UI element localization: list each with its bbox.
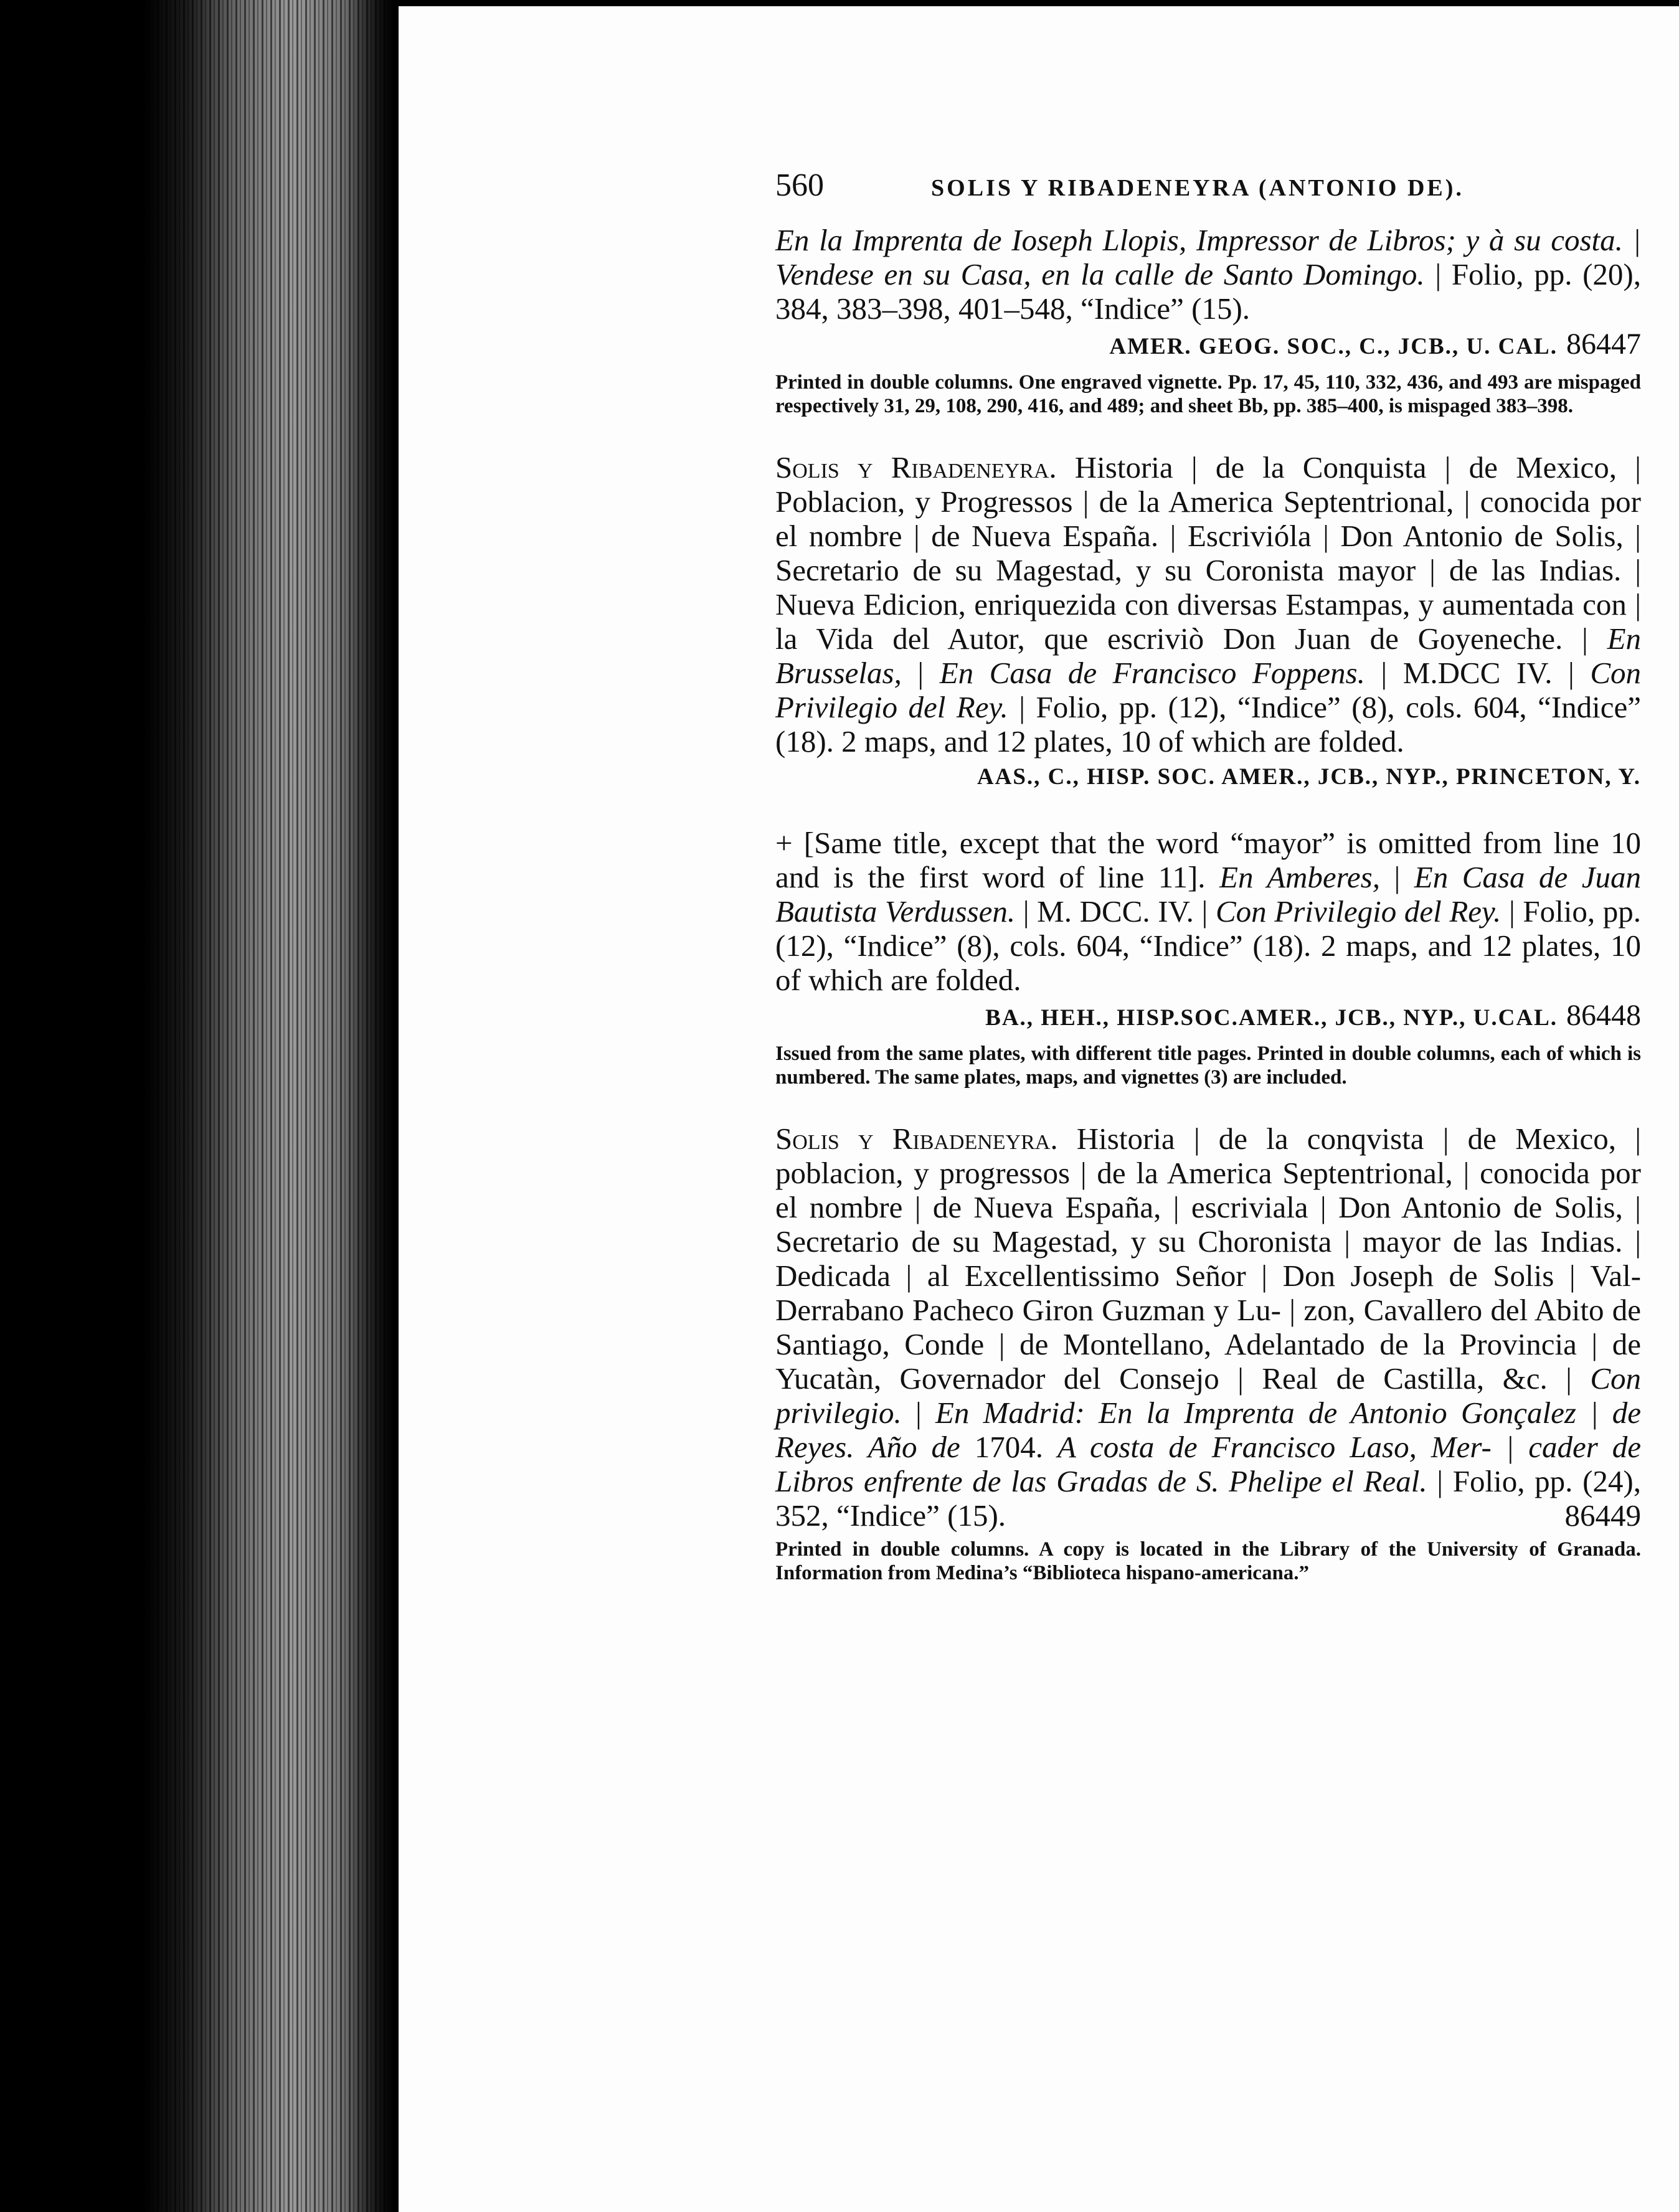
entry-86449-note: Printed in double columns. A copy is located in the Library of the University of Granada. Information from Medina’s “Biblioteca hispano-americana.” xyxy=(775,1538,1641,1584)
entry-86448-collation: | Folio, pp. (12), “Indice” (8), cols. 604, “Indice” (18). 2 maps, and 12 plates, 10 of which are folded. xyxy=(775,894,1641,997)
entry-86448-privilege: Con Privilegio del Rey. xyxy=(1215,894,1502,929)
entry-solis-brusselas-printer: En Casa de Francisco Foppens. xyxy=(939,656,1365,690)
entry-86447-imprint: En la Imprenta de Ioseph Llopis, Impressor de Libros; y à su costa. | Vendese en su Casa, en la calle de Santo Domingo. xyxy=(775,223,1641,291)
entry-86447-collation: | Folio, pp. (20), 384, 383–398, 401–548, “Indice” (15). xyxy=(775,257,1641,326)
entry-solis-brusselas-locations: AAS., C., HISP. SOC. AMER., JCB., NYP., PRINCETON, Y. xyxy=(977,764,1641,790)
running-head: SOLIS Y RIBADENEYRA (ANTONIO DE). xyxy=(931,175,1464,201)
entry-86449-imprint: En Madrid: En la Imprenta de Antonio Gonçalez | de Reyes. Año de xyxy=(775,1396,1641,1464)
entry-86448-variant-note: + [Same title, except that the word “mayor” is omitted from line 10 and is the first word of line 11]. xyxy=(775,826,1641,894)
separator: | xyxy=(901,1396,935,1430)
entry-86448-locations: BA., HEH., HISP.SOC.AMER., JCB., NYP., U.CAL. xyxy=(985,1005,1558,1031)
book-spine-edge xyxy=(0,0,392,2212)
entry-86449-bookseller: A costa de Francisco Laso, Mer- | cader de Libros enfrente de las Gradas de S. Phelipe el Real. xyxy=(775,1430,1641,1498)
entry-86448-locations-line xyxy=(775,997,1641,1037)
page-number: 560 xyxy=(775,168,824,203)
gutter-shadow xyxy=(349,0,392,2212)
entry-86447-text xyxy=(775,223,1641,326)
entry-86448-note: Issued from the same plates, with different title pages. Printed in double columns, each of which is numbered. The same plates, maps, and vignettes (3) are included. xyxy=(775,1042,1641,1089)
entry-86448-number: 86448 xyxy=(1566,999,1641,1032)
entry-solis-brusselas-place: En Brusselas, xyxy=(775,622,1641,690)
page-content xyxy=(775,167,1641,1585)
entry-86449-title: Historia | de la conqvista | de Mexico, | poblacion, y progressos | de la America Septentrional, | conocida por el nombre | de Nueva España, | escriviala | Don Antonio de Solis, | Secretario de su Magestad, y su Choronista | mayor de las Indias. | Dedicada | al Excellentissimo Señor | Don Joseph de Solis | Val-Derrabano Pacheco Giron Guzman y Lu- | zon, Cavallero del Abito de Santiago, Conde | de Montellano, Adelantado de la Provincia | de Yucatàn, Governador del Consejo | Real de Castilla, &c. | xyxy=(775,1122,1642,1396)
entry-86447-number: 86447 xyxy=(1566,328,1641,361)
page-header xyxy=(775,167,1641,223)
entry-86449-privilege: Con privilegio. xyxy=(775,1361,1641,1430)
entry-solis-brusselas-author: Solis y Ribadeneyra. xyxy=(775,450,1057,484)
entry-86448-printer: En Casa de Juan Bautista Verdussen. xyxy=(775,860,1641,929)
entry-86447-note: Printed in double columns. One engraved vignette. Pp. 17, 45, 110, 332, 436, and 493 are mispaged respectively 31, 29, 108, 290, 416, and 489; and sheet Bb, pp. 385–400, is mispaged 383–398. xyxy=(775,371,1641,417)
entry-solis-brusselas-collation: | Folio, pp. (12), “Indice” (8), cols. 604, “Indice” (18). 2 maps, and 12 plates, 10 of which are folded. xyxy=(775,690,1641,759)
entry-86447-locations-line xyxy=(775,326,1641,366)
separator: | xyxy=(1015,894,1038,929)
entry-86448-date: M. DCC. IV. xyxy=(1037,894,1194,929)
entry-86449-number: 86449 xyxy=(1564,1498,1641,1533)
separator: | xyxy=(1379,860,1414,894)
separator: | xyxy=(901,656,940,690)
separator: | xyxy=(1552,656,1591,690)
entry-86448-text xyxy=(775,826,1641,997)
entry-solis-brusselas-date: M.DCC IV. xyxy=(1402,656,1553,690)
entry-86448-place: En Amberes, xyxy=(1219,860,1380,894)
entry-86447-locations: AMER. GEOG. SOC., C., JCB., U. CAL. xyxy=(1109,334,1558,359)
entry-solis-brusselas-text xyxy=(775,450,1641,759)
entry-solis-brusselas-privilege: Con Privilegio del Rey. xyxy=(775,656,1642,724)
entry-86449-text xyxy=(775,1122,1641,1533)
entry-solis-brusselas-title: Historia | de la Conquista | de Mexico, | Poblacion, y Progressos | de la America Septentrional, | conocida por el nombre | de Nueva España. | Escrivióla | Don Antonio de Solis, | Secretario de su Magestad, y su Coronista mayor | de las Indias. | Nueva Edicion, enriquezida con diversas Estampas, y aumentada con | la Vida del Autor, que escriviò Don Juan de Goyeneche. | xyxy=(775,450,1641,656)
entry-86449-author: Solis y Ribadeneyra. xyxy=(775,1122,1058,1156)
entry-86449-year: 1704. xyxy=(960,1430,1057,1464)
entry-86449-collation: | Folio, pp. (24), 352, “Indice” (15). xyxy=(775,1464,1641,1533)
separator: | xyxy=(1193,894,1216,929)
separator: | xyxy=(1364,656,1403,690)
